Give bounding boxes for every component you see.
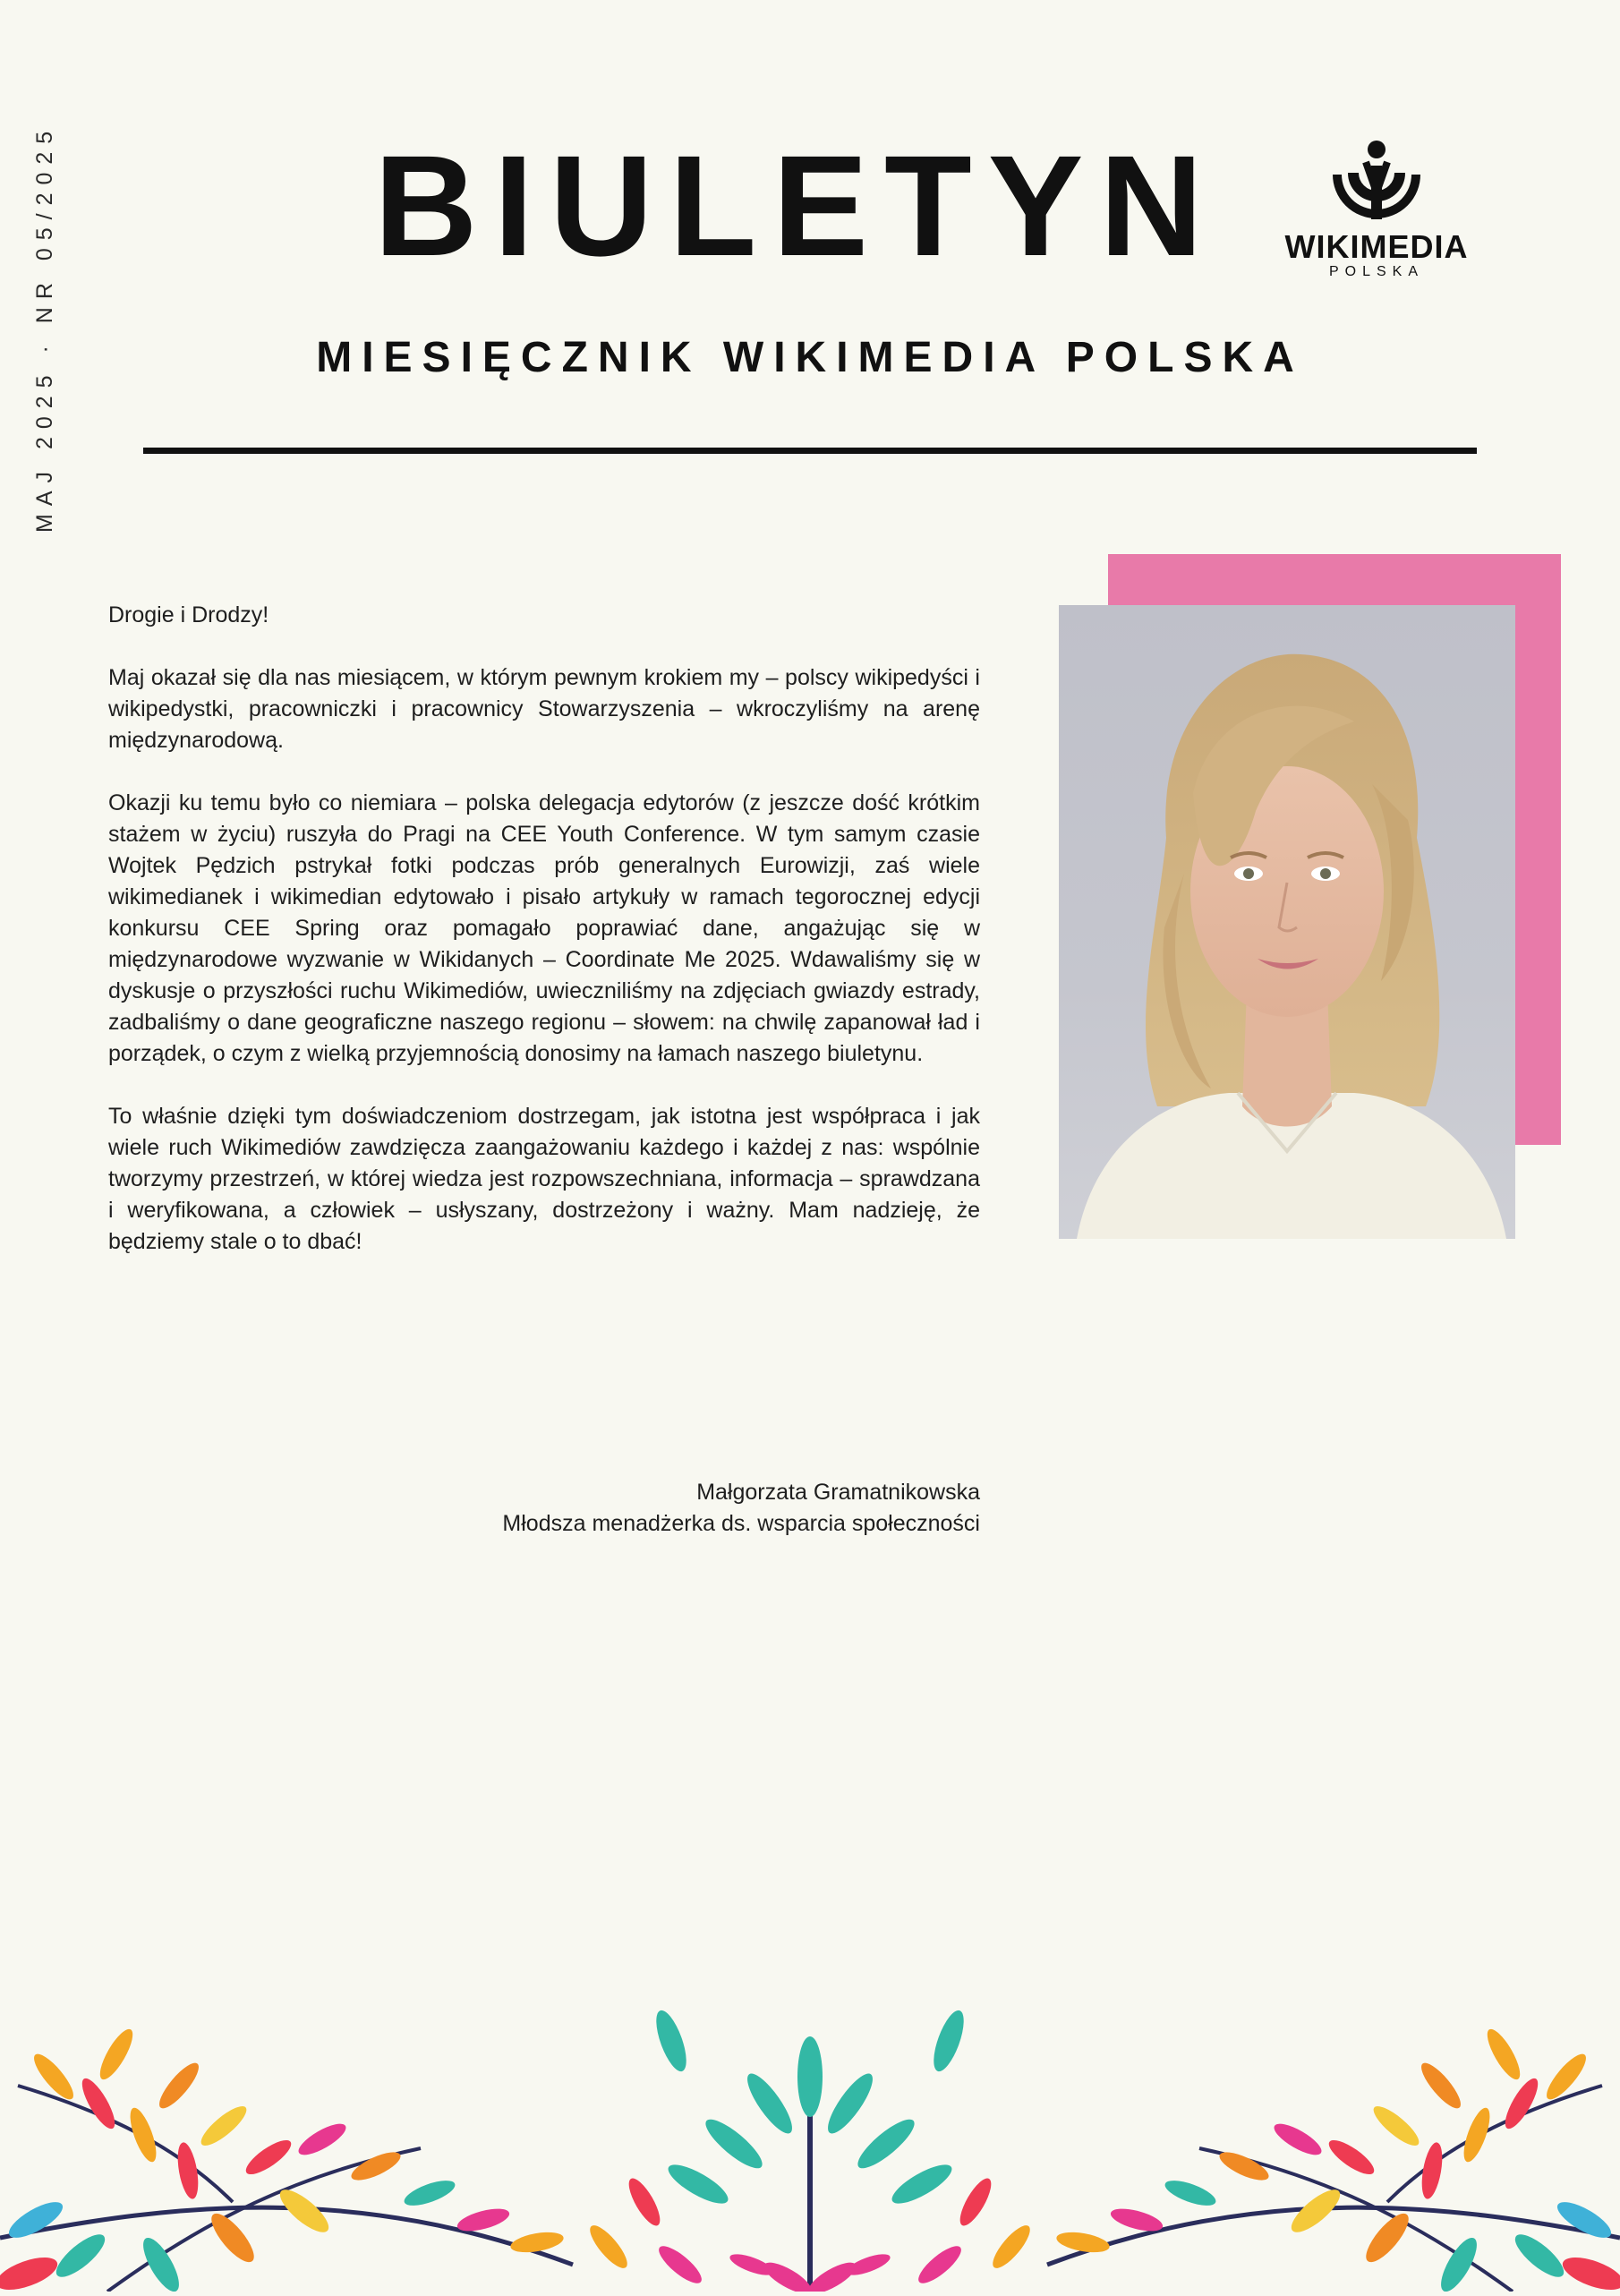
- letter-greeting: Drogie i Drodzy!: [108, 602, 269, 627]
- letter-paragraph: Maj okazał się dla nas miesiącem, w którym pewnym krokiem my – polscy wikipedyści i wikipedystki, pracowniczki i pracownicy Stowarzyszenia – wkroczyliśmy na arenę międzynarodową.: [108, 665, 980, 753]
- signature-role: Młodsza menadżerka ds. wsparcia społeczności: [502, 1511, 980, 1536]
- wikimedia-logo: [1278, 139, 1475, 282]
- logo-subtitle: POLSKA: [1328, 264, 1425, 279]
- author-portrait: [1059, 605, 1515, 1239]
- newsletter-title: BIULETYN: [374, 125, 1219, 286]
- signature: [108, 1477, 980, 1540]
- newsletter-subtitle: MIESIĘCZNIK WIKIMEDIA POLSKA: [316, 334, 1304, 381]
- header-divider: [143, 448, 1477, 454]
- wikimedia-logo-icon: [1278, 139, 1475, 228]
- signature-name: Małgorzata Gramatnikowska: [696, 1480, 980, 1505]
- letter-paragraph: Okazji ku temu było co niemiara – polska delegacja edytorów (z jeszcze dość krótkim stażem w życiu) ruszyła do Pragi na CEE Youth Conference. W tym samym czasie Wojtek Pędzich pstrykał fotki podczas prób generalnych Eurowizji, zaś wiele wikimedianek i wikimedian edytowało i pisało artykuły w ramach tegorocznej edycji konkursu CEE Spring oraz pomagało poprawiać dane, angażując się w międzynarodowe wyzwanie w Wikidanych – Coordinate Me 2025. Wdawaliśmy się w dyskusje o przyszłości ruchu Wikimediów, uwieczniliśmy na zdjęciach gwiazdy estrady, zadbaliśmy o dane geograficzne naszego regionu – słowem: na chwilę zapanował ład i porządek, o czym z wielką przyjemnością donosimy na łamach naszego biuletynu.: [108, 790, 980, 1066]
- logo-wordmark: WIKIMEDIA: [1284, 228, 1469, 265]
- editorial-letter: [108, 600, 980, 1289]
- issue-side-label: MAJ 2025 · NR 05/2025: [32, 123, 57, 533]
- letter-paragraph: To właśnie dzięki tym doświadczeniom dostrzegam, jak istotna jest współpraca i jak wiele ruch Wikimediów zawdzięcza zaangażowaniu każdego i każdej z nas: wspólnie tworzymy przestrzeń, w której wiedza jest rozpowszechniana, informacja – sprawdzana i weryfikowana, a człowiek – usłyszany, dostrzeżony i ważny. Mam nadzieję, że będziemy stale o to dbać!: [108, 1104, 980, 1254]
- floral-decoration: [0, 1969, 1620, 2292]
